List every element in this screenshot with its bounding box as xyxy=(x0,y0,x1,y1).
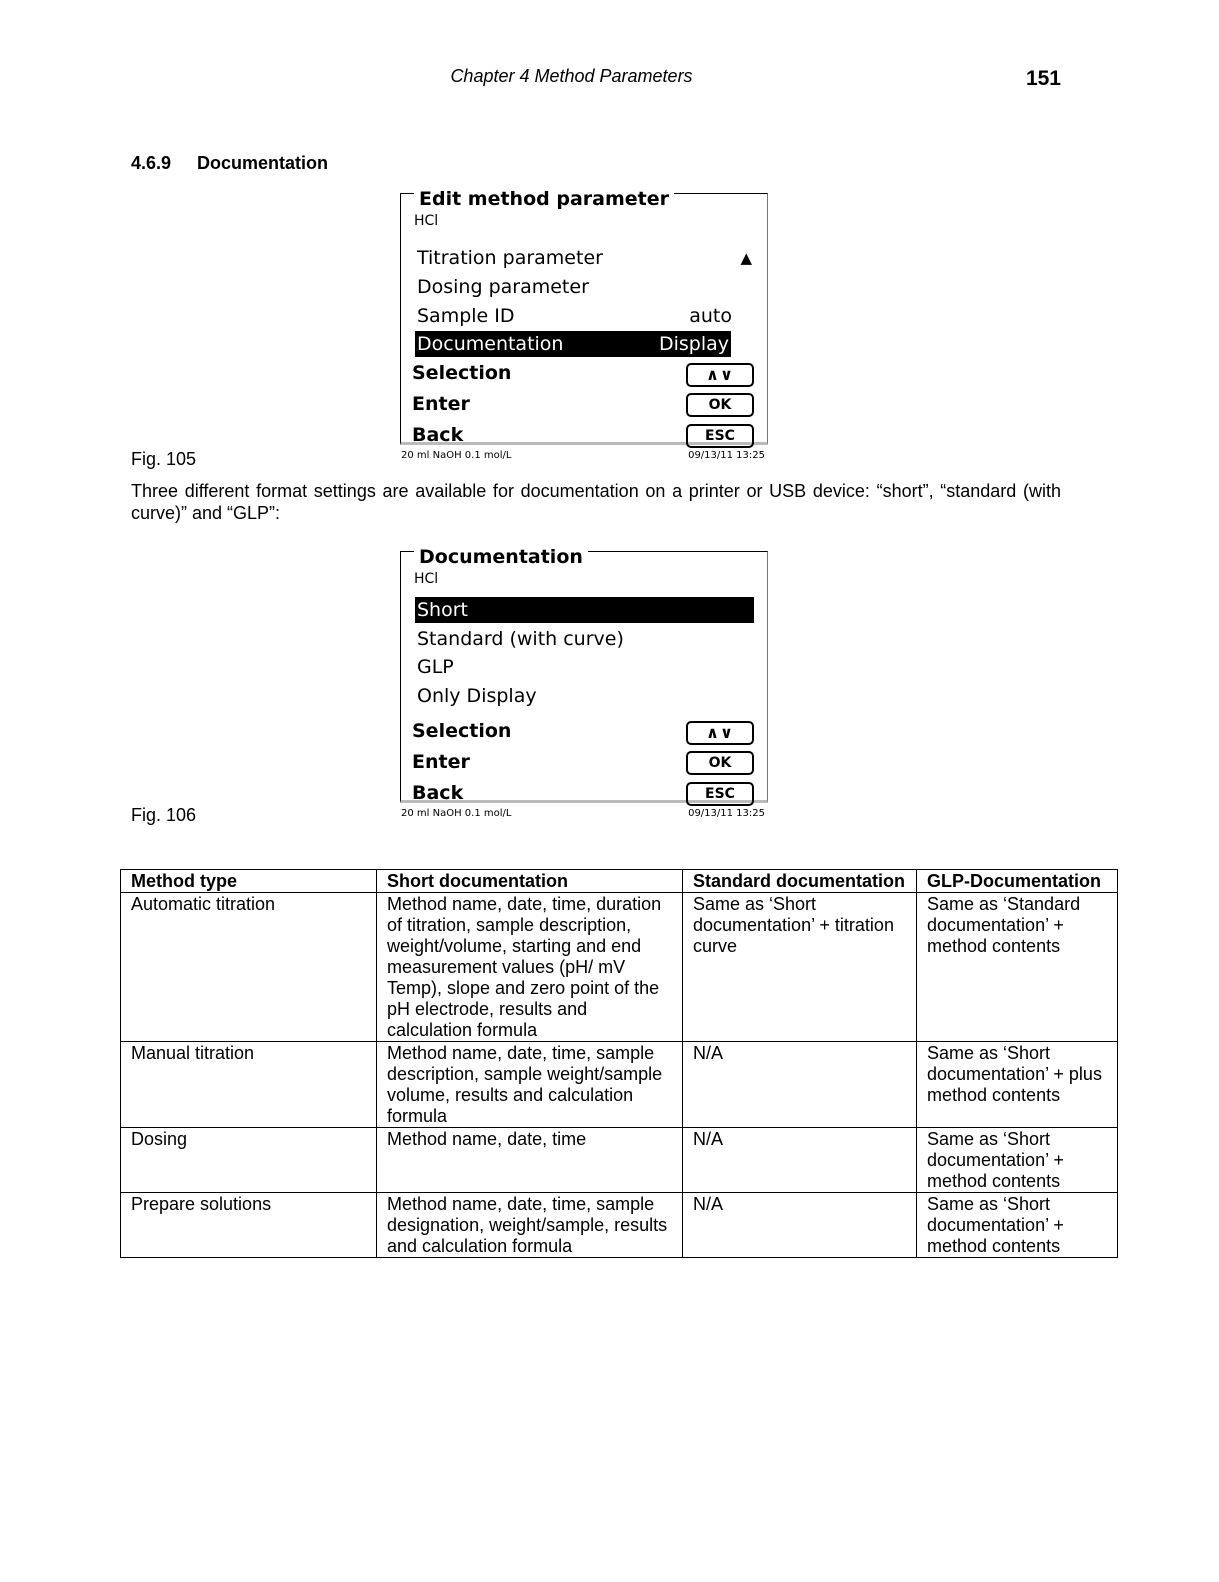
table-cell: Method name, date, time xyxy=(377,1128,683,1193)
esc-button[interactable]: ESC xyxy=(686,424,754,448)
table-cell: Method name, date, time, sample designation, weight/sample, results and calculation formula xyxy=(377,1193,683,1258)
column-header: Method type xyxy=(121,870,377,893)
option-short-selected[interactable] xyxy=(415,597,754,623)
page-number: 151 xyxy=(1025,67,1061,90)
option-label: Short xyxy=(417,599,468,621)
device-screen-edit-method xyxy=(400,186,768,461)
table-cell: Same as ‘Standard documentation’ + method contents xyxy=(917,893,1118,1042)
table-cell: Prepare solutions xyxy=(121,1193,377,1258)
table-row xyxy=(121,1042,1118,1128)
table-cell: N/A xyxy=(683,1193,917,1258)
option-only-display[interactable] xyxy=(415,683,754,709)
table-cell: Automatic titration xyxy=(121,893,377,1042)
option-label: Standard (with curve) xyxy=(417,628,624,650)
section-title: Documentation xyxy=(197,153,329,173)
status-reagent: 20 ml NaOH 0.1 mol/L xyxy=(401,808,512,819)
table-row xyxy=(121,1193,1118,1258)
status-bar xyxy=(401,808,767,819)
menu-row-titration-parameter[interactable] xyxy=(415,245,754,271)
table-cell: Method name, date, time, sample description, sample weight/sample volume, results and calculation formula xyxy=(377,1042,683,1128)
scroll-up-arrow-icon: ▲ xyxy=(740,249,752,267)
option-standard-with-curve[interactable] xyxy=(415,626,754,652)
menu-row-value: Display xyxy=(658,333,729,355)
table-cell: Same as ‘Short documentation’ + titration curve xyxy=(683,893,917,1042)
status-datetime: 09/13/11 13:25 xyxy=(688,450,765,461)
menu-row-label: Sample ID xyxy=(417,305,515,327)
menu-row-label: Documentation xyxy=(417,333,564,355)
menu-row-label: Titration parameter xyxy=(417,247,603,269)
screen-title: Edit method parameter xyxy=(414,187,674,211)
table-cell: Same as ‘Short documentation’ + plus method contents xyxy=(917,1042,1118,1128)
table-header-row xyxy=(121,870,1118,893)
menu-row-sample-id[interactable] xyxy=(415,303,754,329)
status-bar xyxy=(401,450,767,461)
table-cell: Same as ‘Short documentation’ + method contents xyxy=(917,1193,1118,1258)
screen-subtitle: HCl xyxy=(414,213,439,229)
menu-row-documentation-selected[interactable] xyxy=(415,331,731,357)
option-label: Only Display xyxy=(417,685,537,707)
menu-row-dosing-parameter[interactable] xyxy=(415,274,754,300)
table-cell: Same as ‘Short documentation’ + method contents xyxy=(917,1128,1118,1193)
ok-button[interactable]: OK xyxy=(686,751,754,775)
selection-updown-button[interactable]: ∧∨ xyxy=(686,721,754,745)
running-head: Chapter 4 Method Parameters xyxy=(450,66,693,86)
documentation-format-table xyxy=(120,869,1118,1258)
table-cell: Dosing xyxy=(121,1128,377,1193)
intro-paragraph: Three different format settings are available for documentation on a printer or USB device: “short”, “standard (with curve)” and “GLP”: xyxy=(131,481,1061,523)
option-label: GLP xyxy=(417,656,454,678)
table-row xyxy=(121,893,1118,1042)
table-cell: N/A xyxy=(683,1042,917,1128)
figure-label: Fig. 106 xyxy=(131,805,197,825)
key-label-selection: Selection xyxy=(412,720,512,742)
screen-subtitle: HCl xyxy=(414,571,439,587)
table-cell: N/A xyxy=(683,1128,917,1193)
device-screen-documentation xyxy=(400,544,768,819)
key-label-enter: Enter xyxy=(412,751,470,773)
section-heading xyxy=(131,153,328,174)
option-glp[interactable] xyxy=(415,654,754,680)
status-datetime: 09/13/11 13:25 xyxy=(688,808,765,819)
key-label-enter: Enter xyxy=(412,393,470,415)
ok-button[interactable]: OK xyxy=(686,393,754,417)
table-cell: Manual titration xyxy=(121,1042,377,1128)
selection-updown-button[interactable]: ∧∨ xyxy=(686,363,754,387)
table-row xyxy=(121,1128,1118,1193)
menu-row-value: auto xyxy=(689,305,732,327)
menu-row-label: Dosing parameter xyxy=(417,276,589,298)
status-reagent: 20 ml NaOH 0.1 mol/L xyxy=(401,450,512,461)
column-header: GLP-Documentation xyxy=(917,870,1118,893)
table-cell: Method name, date, time, duration of titration, sample description, weight/volume, starting and end measurement values (pH/ mV Temp), slope and zero point of the pH electrode, results and calculation formula xyxy=(377,893,683,1042)
key-label-back: Back xyxy=(412,782,464,804)
column-header: Short documentation xyxy=(377,870,683,893)
screen-frame xyxy=(400,546,768,804)
screen-title: Documentation xyxy=(414,545,588,569)
section-number: 4.6.9 xyxy=(131,153,172,173)
figure-label: Fig. 105 xyxy=(131,449,197,469)
esc-button[interactable]: ESC xyxy=(686,782,754,806)
key-label-selection: Selection xyxy=(412,362,512,384)
screen-frame xyxy=(400,188,768,446)
key-label-back: Back xyxy=(412,424,464,446)
column-header: Standard documentation xyxy=(683,870,917,893)
